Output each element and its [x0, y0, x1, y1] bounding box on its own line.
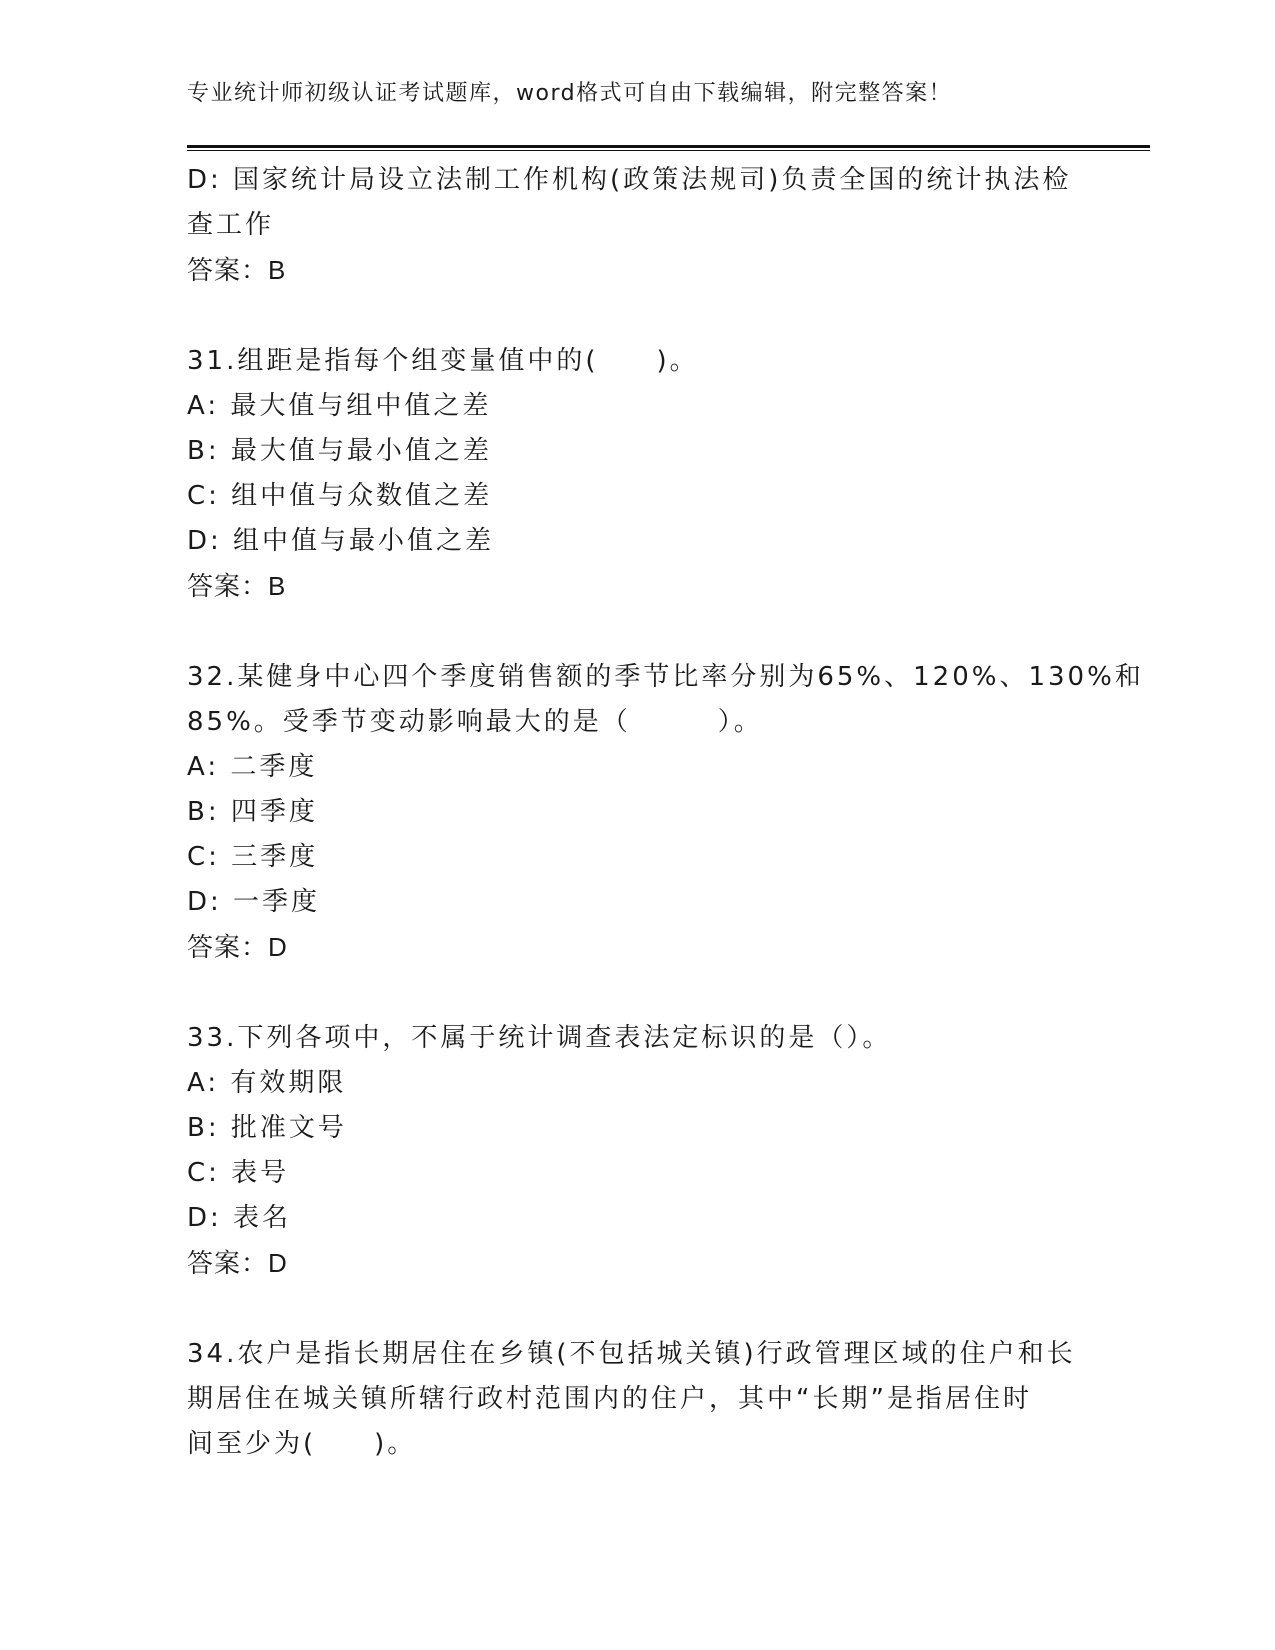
question-stem: 33.下列各项中，不属于统计调查表法定标识的是（）。 — [187, 1023, 892, 1053]
answer: 答案：D — [187, 1248, 288, 1278]
option-b: B: 最大值与最小值之差 — [187, 436, 492, 466]
option-b: B: 四季度 — [187, 797, 318, 827]
question-stem: 31.组距是指每个组变量值中的( )。 — [187, 346, 699, 376]
answer: 答案：B — [187, 255, 287, 285]
option-a: A: 二季度 — [187, 752, 318, 782]
question-31 — [187, 339, 1087, 609]
question-30-tail — [187, 158, 1087, 293]
option-c: C: 组中值与众数值之差 — [187, 481, 493, 511]
question-33 — [187, 1016, 1087, 1286]
option-d: D: 表名 — [187, 1203, 292, 1233]
question-34 — [187, 1332, 1087, 1467]
header-rule-thick — [187, 145, 1150, 148]
option-b: B: 批准文号 — [187, 1113, 347, 1143]
question-stem-continued: 期居住在城关镇所辖行政村范围内的住户，其中“长期”是指居住时 — [187, 1384, 1032, 1414]
option-a: A: 最大值与组中值之差 — [187, 391, 492, 421]
option-c: C: 表号 — [187, 1158, 290, 1188]
question-stem: 32.某健身中心四个季度销售额的季节比率分别为65%、120%、130%和 — [187, 662, 1144, 692]
question-stem-continued: 间至少为( )。 — [187, 1429, 417, 1459]
option-d: D: 一季度 — [187, 887, 321, 917]
document-body — [187, 158, 1144, 1467]
header-rule-thin — [187, 150, 1150, 151]
answer: 答案：B — [187, 571, 287, 601]
option-d: D: 国家统计局设立法制工作机构(政策法规司)负责全国的统计执法检 — [187, 165, 1072, 195]
option-d: D: 组中值与最小值之差 — [187, 526, 495, 556]
option-c: C: 三季度 — [187, 842, 319, 872]
page-header: 专业统计师初级认证考试题库，word格式可自由下载编辑，附完整答案！ — [187, 81, 953, 106]
option-d-continued: 查工作 — [187, 210, 275, 240]
question-stem: 34.农户是指长期居住在乡镇(不包括城关镇)行政管理区域的住户和长 — [187, 1339, 1076, 1369]
option-a: A: 有效期限 — [187, 1068, 347, 1098]
question-stem-continued: 85%。受季节变动影响最大的是（ ）。 — [187, 707, 763, 737]
question-32 — [187, 655, 1144, 970]
answer: 答案：D — [187, 932, 288, 962]
